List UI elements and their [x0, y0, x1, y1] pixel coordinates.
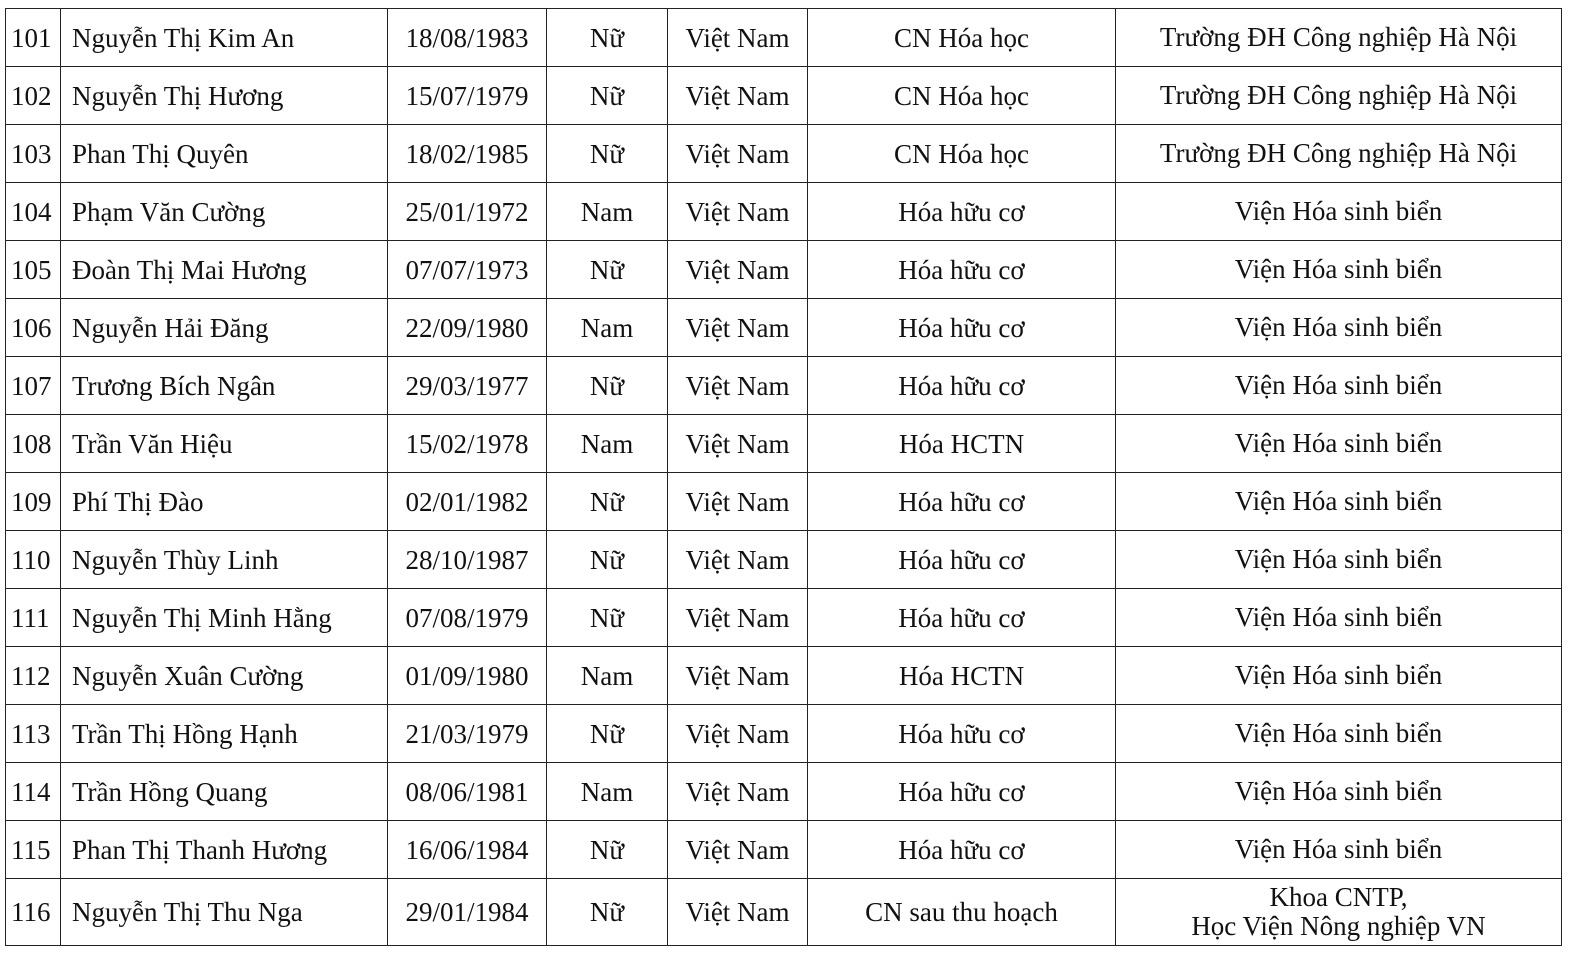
nationality-cell: Việt Nam	[668, 705, 808, 763]
gender-cell: Nữ	[547, 9, 668, 67]
field-cell: CN Hóa học	[808, 9, 1116, 67]
birth-date-cell: 16/06/1984	[388, 821, 547, 879]
nationality-cell: Việt Nam	[668, 299, 808, 357]
gender-cell: Nữ	[547, 473, 668, 531]
gender-cell: Nữ	[547, 241, 668, 299]
row-number-cell: 106	[6, 299, 61, 357]
field-cell: Hóa hữu cơ	[808, 299, 1116, 357]
gender-cell: Nam	[547, 763, 668, 821]
nationality-cell: Việt Nam	[668, 821, 808, 879]
row-number-cell: 113	[6, 705, 61, 763]
organization-line: Viện Hóa sinh biển	[1234, 312, 1443, 342]
gender-cell: Nam	[547, 183, 668, 241]
organization-cell	[1116, 647, 1562, 705]
organization-line: Viện Hóa sinh biển	[1234, 602, 1443, 632]
table-row	[6, 705, 1562, 763]
organization-cell	[1116, 9, 1562, 67]
table-row	[6, 763, 1562, 821]
row-number-cell: 101	[6, 9, 61, 67]
organization-cell	[1116, 821, 1562, 879]
birth-date-cell: 29/01/1984	[388, 879, 547, 946]
organization-cell	[1116, 589, 1562, 647]
organization-cell	[1116, 67, 1562, 125]
nationality-cell: Việt Nam	[668, 415, 808, 473]
organization-line: Trường ĐH Công nghiệp Hà Nội	[1159, 138, 1518, 168]
field-cell: Hóa hữu cơ	[808, 473, 1116, 531]
organization-cell	[1116, 357, 1562, 415]
row-number-cell: 112	[6, 647, 61, 705]
table-row	[6, 67, 1562, 125]
gender-cell: Nữ	[547, 821, 668, 879]
full-name-cell: Trần Văn Hiệu	[61, 415, 388, 473]
field-cell: Hóa HCTN	[808, 647, 1116, 705]
field-cell: Hóa hữu cơ	[808, 183, 1116, 241]
document-page	[5, 8, 1562, 946]
nationality-cell: Việt Nam	[668, 647, 808, 705]
nationality-cell: Việt Nam	[668, 241, 808, 299]
birth-date-cell: 01/09/1980	[388, 647, 547, 705]
full-name-cell: Phí Thị Đào	[61, 473, 388, 531]
gender-cell: Nữ	[547, 705, 668, 763]
full-name-cell: Phan Thị Quyên	[61, 125, 388, 183]
full-name-cell: Nguyễn Thị Kim An	[61, 9, 388, 67]
birth-date-cell: 18/02/1985	[388, 125, 547, 183]
row-number-cell: 105	[6, 241, 61, 299]
table-row	[6, 531, 1562, 589]
organization-line: Viện Hóa sinh biển	[1234, 660, 1443, 690]
full-name-cell: Nguyễn Thị Hương	[61, 67, 388, 125]
row-number-cell: 109	[6, 473, 61, 531]
nationality-cell: Việt Nam	[668, 879, 808, 946]
full-name-cell: Trần Thị Hồng Hạnh	[61, 705, 388, 763]
field-cell: Hóa hữu cơ	[808, 357, 1116, 415]
nationality-cell: Việt Nam	[668, 763, 808, 821]
row-number-cell: 115	[6, 821, 61, 879]
organization-cell	[1116, 879, 1562, 946]
field-cell: Hóa hữu cơ	[808, 821, 1116, 879]
table-row	[6, 241, 1562, 299]
table-row	[6, 473, 1562, 531]
birth-date-cell: 08/06/1981	[388, 763, 547, 821]
table-row	[6, 647, 1562, 705]
full-name-cell: Nguyễn Thùy Linh	[61, 531, 388, 589]
birth-date-cell: 15/02/1978	[388, 415, 547, 473]
full-name-cell: Phạm Văn Cường	[61, 183, 388, 241]
organization-cell	[1116, 125, 1562, 183]
table-row	[6, 589, 1562, 647]
row-number-cell: 116	[6, 879, 61, 946]
birth-date-cell: 18/08/1983	[388, 9, 547, 67]
table-row	[6, 125, 1562, 183]
field-cell: Hóa hữu cơ	[808, 705, 1116, 763]
organization-cell	[1116, 299, 1562, 357]
full-name-cell: Đoàn Thị Mai Hương	[61, 241, 388, 299]
field-cell: CN Hóa học	[808, 125, 1116, 183]
nationality-cell: Việt Nam	[668, 589, 808, 647]
table-row	[6, 183, 1562, 241]
birth-date-cell: 22/09/1980	[388, 299, 547, 357]
birth-date-cell: 02/01/1982	[388, 473, 547, 531]
gender-cell: Nam	[547, 647, 668, 705]
staff-table-body	[6, 9, 1562, 946]
gender-cell: Nam	[547, 415, 668, 473]
organization-line: Khoa CNTP,	[1269, 882, 1408, 912]
field-cell: Hóa HCTN	[808, 415, 1116, 473]
nationality-cell: Việt Nam	[668, 473, 808, 531]
full-name-cell: Nguyễn Xuân Cường	[61, 647, 388, 705]
birth-date-cell: 25/01/1972	[388, 183, 547, 241]
row-number-cell: 104	[6, 183, 61, 241]
organization-cell	[1116, 705, 1562, 763]
organization-cell	[1116, 531, 1562, 589]
table-row	[6, 357, 1562, 415]
organization-line: Viện Hóa sinh biển	[1234, 196, 1443, 226]
organization-cell	[1116, 183, 1562, 241]
table-row	[6, 821, 1562, 879]
full-name-cell: Nguyễn Thị Minh Hằng	[61, 589, 388, 647]
gender-cell: Nữ	[547, 125, 668, 183]
full-name-cell: Trương Bích Ngân	[61, 357, 388, 415]
table-row	[6, 415, 1562, 473]
gender-cell: Nữ	[547, 531, 668, 589]
staff-table	[5, 8, 1562, 946]
organization-cell	[1116, 241, 1562, 299]
field-cell: CN sau thu hoạch	[808, 879, 1116, 946]
row-number-cell: 114	[6, 763, 61, 821]
full-name-cell: Nguyễn Hải Đăng	[61, 299, 388, 357]
nationality-cell: Việt Nam	[668, 125, 808, 183]
organization-line: Học Viện Nông nghiệp VN	[1191, 911, 1486, 941]
nationality-cell: Việt Nam	[668, 183, 808, 241]
nationality-cell: Việt Nam	[668, 357, 808, 415]
birth-date-cell: 07/08/1979	[388, 589, 547, 647]
field-cell: Hóa hữu cơ	[808, 763, 1116, 821]
nationality-cell: Việt Nam	[668, 9, 808, 67]
row-number-cell: 103	[6, 125, 61, 183]
gender-cell: Nữ	[547, 879, 668, 946]
organization-line: Viện Hóa sinh biển	[1234, 544, 1443, 574]
gender-cell: Nữ	[547, 67, 668, 125]
birth-date-cell: 07/07/1973	[388, 241, 547, 299]
organization-cell	[1116, 415, 1562, 473]
gender-cell: Nữ	[547, 589, 668, 647]
table-row	[6, 9, 1562, 67]
organization-line: Trường ĐH Công nghiệp Hà Nội	[1159, 80, 1518, 110]
organization-line: Viện Hóa sinh biển	[1234, 776, 1443, 806]
field-cell: Hóa hữu cơ	[808, 241, 1116, 299]
birth-date-cell: 15/07/1979	[388, 67, 547, 125]
row-number-cell: 111	[6, 589, 61, 647]
organization-cell	[1116, 473, 1562, 531]
table-row	[6, 299, 1562, 357]
field-cell: Hóa hữu cơ	[808, 589, 1116, 647]
organization-line: Viện Hóa sinh biển	[1234, 254, 1443, 284]
birth-date-cell: 29/03/1977	[388, 357, 547, 415]
organization-line: Viện Hóa sinh biển	[1234, 834, 1443, 864]
nationality-cell: Việt Nam	[668, 67, 808, 125]
organization-line: Viện Hóa sinh biển	[1234, 718, 1443, 748]
table-row	[6, 879, 1562, 946]
gender-cell: Nữ	[547, 357, 668, 415]
row-number-cell: 102	[6, 67, 61, 125]
organization-line: Trường ĐH Công nghiệp Hà Nội	[1159, 22, 1518, 52]
nationality-cell: Việt Nam	[668, 531, 808, 589]
birth-date-cell: 28/10/1987	[388, 531, 547, 589]
birth-date-cell: 21/03/1979	[388, 705, 547, 763]
full-name-cell: Nguyễn Thị Thu Nga	[61, 879, 388, 946]
field-cell: CN Hóa học	[808, 67, 1116, 125]
row-number-cell: 108	[6, 415, 61, 473]
organization-line: Viện Hóa sinh biển	[1234, 486, 1443, 516]
row-number-cell: 107	[6, 357, 61, 415]
organization-cell	[1116, 763, 1562, 821]
organization-line: Viện Hóa sinh biển	[1234, 370, 1443, 400]
gender-cell: Nam	[547, 299, 668, 357]
field-cell: Hóa hữu cơ	[808, 531, 1116, 589]
full-name-cell: Phan Thị Thanh Hương	[61, 821, 388, 879]
full-name-cell: Trần Hồng Quang	[61, 763, 388, 821]
organization-line: Viện Hóa sinh biển	[1234, 428, 1443, 458]
row-number-cell: 110	[6, 531, 61, 589]
